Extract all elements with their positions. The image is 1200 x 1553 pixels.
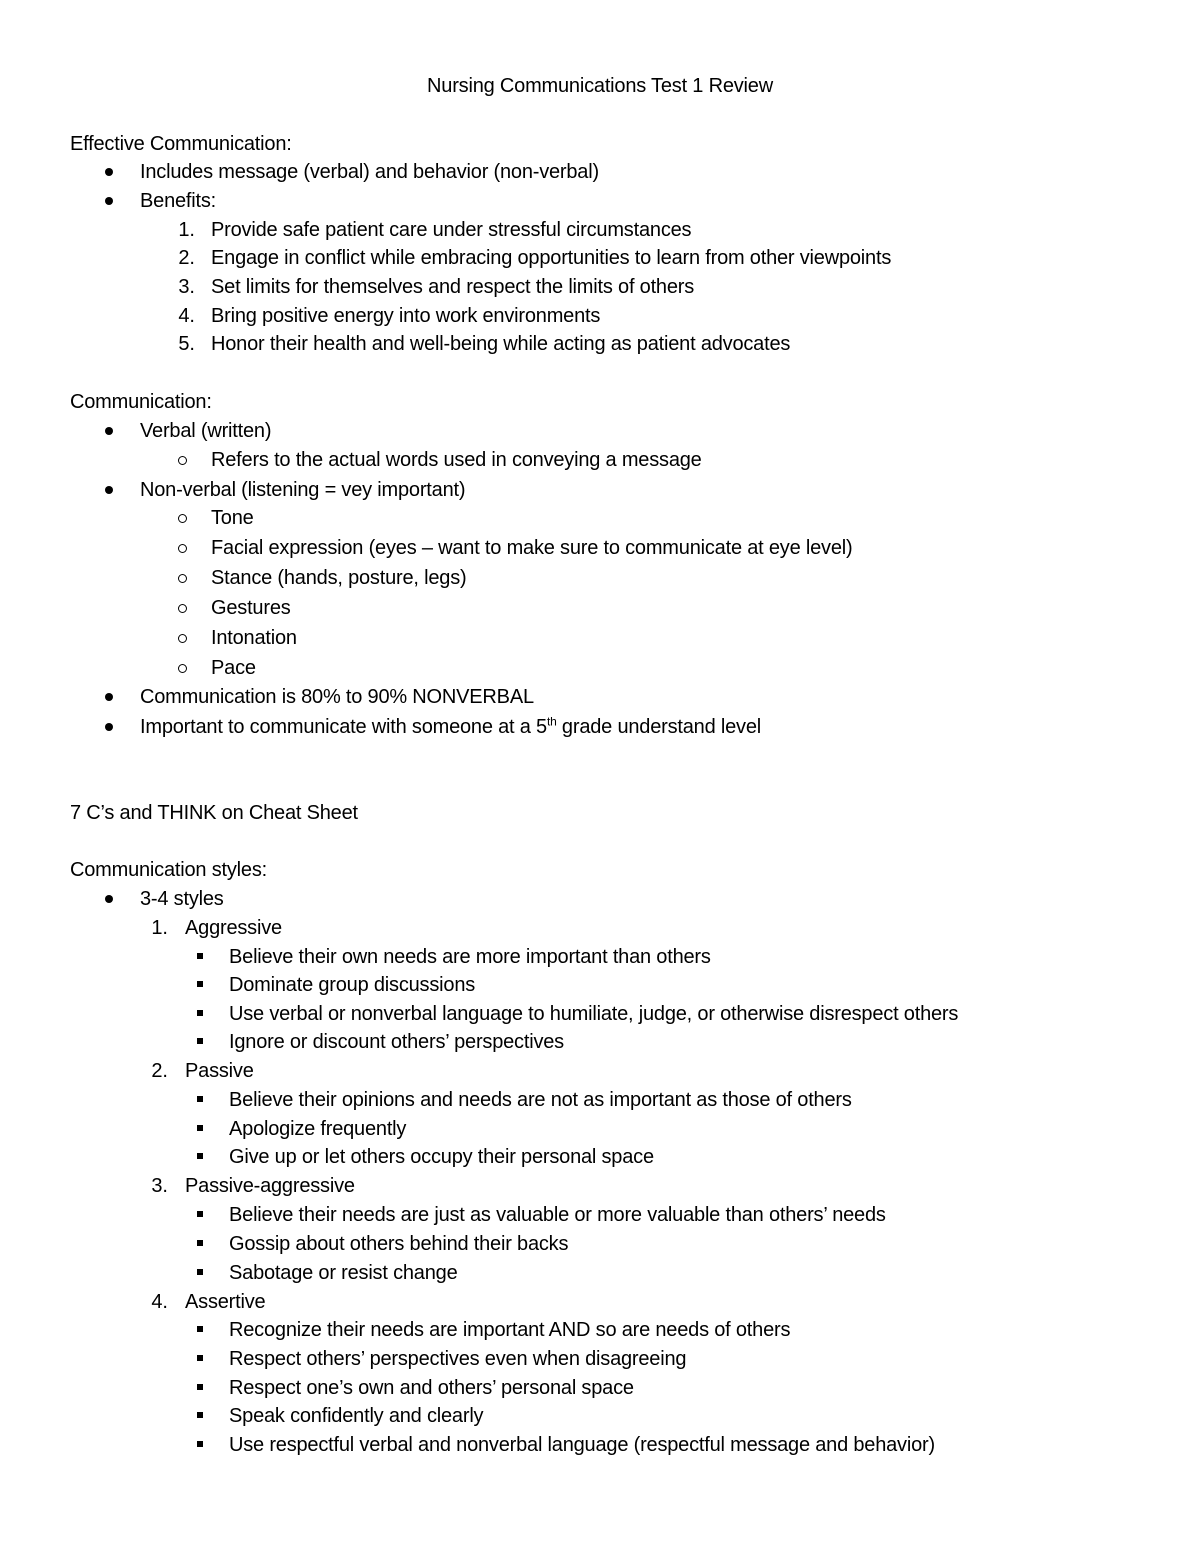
square-bullet-icon bbox=[197, 1125, 203, 1131]
list-number: 3. bbox=[178, 276, 195, 298]
style-trait: Use respectful verbal and nonverbal language (respectful message and behavior) bbox=[229, 1434, 935, 1456]
list-text: Honor their health and well-being while acting as patient advocates bbox=[211, 333, 791, 355]
cheat-sheet-note: 7 C’s and THINK on Cheat Sheet bbox=[70, 802, 358, 824]
sub-item-text: Tone bbox=[211, 507, 254, 529]
bullet-text: Includes message (verbal) and behavior (non-verbal) bbox=[140, 161, 599, 183]
square-bullet-icon bbox=[197, 1038, 203, 1044]
list-number: 1. bbox=[178, 219, 195, 241]
square-bullet-icon bbox=[197, 1010, 203, 1016]
square-bullet-icon bbox=[197, 953, 203, 959]
bullet-dot-icon bbox=[105, 693, 113, 701]
style-trait: Respect others’ perspectives even when disagreeing bbox=[229, 1348, 687, 1370]
style-trait: Recognize their needs are important AND so are needs of others bbox=[229, 1319, 791, 1341]
circle-bullet-icon bbox=[178, 634, 187, 643]
list-text: Provide safe patient care under stressful circumstances bbox=[211, 219, 692, 241]
grade-text-end: grade understand level bbox=[556, 716, 762, 738]
bullet-dot-icon bbox=[105, 197, 113, 205]
style-trait: Gossip about others behind their backs bbox=[229, 1233, 569, 1255]
page-title: Nursing Communications Test 1 Review bbox=[427, 75, 773, 97]
list-number: 5. bbox=[178, 333, 195, 355]
circle-bullet-icon bbox=[178, 574, 187, 583]
sub-item-text: Facial expression (eyes – want to make sure to communicate at eye level) bbox=[211, 537, 853, 559]
style-trait: Use verbal or nonverbal language to humiliate, judge, or otherwise disrespect others bbox=[229, 1003, 959, 1025]
square-bullet-icon bbox=[197, 1153, 203, 1159]
sub-item-text: Pace bbox=[211, 657, 256, 679]
bullet-text: Verbal (written) bbox=[140, 420, 272, 442]
square-bullet-icon bbox=[197, 1269, 203, 1275]
bullet-dot-icon bbox=[105, 427, 113, 435]
style-trait: Dominate group discussions bbox=[229, 974, 476, 996]
square-bullet-icon bbox=[197, 1096, 203, 1102]
style-trait: Respect one’s own and others’ personal space bbox=[229, 1377, 634, 1399]
square-bullet-icon bbox=[197, 1240, 203, 1246]
grade-text-start: Important to communicate with someone at a 5 bbox=[140, 716, 547, 738]
list-number: 4. bbox=[178, 305, 195, 327]
square-bullet-icon bbox=[197, 1326, 203, 1332]
square-bullet-icon bbox=[197, 1355, 203, 1361]
section-heading-communication: Communication: bbox=[70, 391, 212, 413]
style-trait: Ignore or discount others’ perspectives bbox=[229, 1031, 564, 1053]
style-trait: Speak confidently and clearly bbox=[229, 1405, 484, 1427]
circle-bullet-icon bbox=[178, 456, 187, 465]
section-heading-communication-styles: Communication styles: bbox=[70, 859, 267, 881]
style-number: 3. bbox=[151, 1175, 168, 1197]
square-bullet-icon bbox=[197, 1441, 203, 1447]
bullet-dot-icon bbox=[105, 895, 113, 903]
style-trait: Apologize frequently bbox=[229, 1118, 407, 1140]
bullet-dot-icon bbox=[105, 486, 113, 494]
style-trait: Sabotage or resist change bbox=[229, 1262, 458, 1284]
bullet-dot-icon bbox=[105, 723, 113, 731]
style-number: 2. bbox=[151, 1060, 168, 1082]
bullet-dot-icon bbox=[105, 168, 113, 176]
circle-bullet-icon bbox=[178, 664, 187, 673]
style-name: Assertive bbox=[185, 1291, 266, 1313]
style-name: Passive-aggressive bbox=[185, 1175, 355, 1197]
style-name: Passive bbox=[185, 1060, 254, 1082]
square-bullet-icon bbox=[197, 1211, 203, 1217]
style-trait: Believe their own needs are more important than others bbox=[229, 946, 711, 968]
style-trait: Believe their opinions and needs are not as important as those of others bbox=[229, 1089, 852, 1111]
bullet-text bbox=[140, 715, 761, 739]
square-bullet-icon bbox=[197, 1384, 203, 1390]
list-text: Set limits for themselves and respect the limits of others bbox=[211, 276, 695, 298]
style-number: 4. bbox=[151, 1291, 168, 1313]
bullet-text: 3-4 styles bbox=[140, 888, 224, 910]
list-number: 2. bbox=[178, 247, 195, 269]
list-text: Engage in conflict while embracing opportunities to learn from other viewpoints bbox=[211, 247, 892, 269]
circle-bullet-icon bbox=[178, 604, 187, 613]
style-name: Aggressive bbox=[185, 917, 282, 939]
bullet-text: Benefits: bbox=[140, 190, 217, 212]
sub-item-text: Refers to the actual words used in conveying a message bbox=[211, 449, 702, 471]
bullet-text: Non-verbal (listening = vey important) bbox=[140, 479, 466, 501]
square-bullet-icon bbox=[197, 981, 203, 987]
square-bullet-icon bbox=[197, 1412, 203, 1418]
circle-bullet-icon bbox=[178, 514, 187, 523]
style-trait: Give up or let others occupy their personal space bbox=[229, 1146, 654, 1168]
bullet-text: Communication is 80% to 90% NONVERBAL bbox=[140, 686, 534, 708]
sub-item-text: Intonation bbox=[211, 627, 297, 649]
grade-superscript: th bbox=[546, 714, 557, 729]
sub-item-text: Gestures bbox=[211, 597, 291, 619]
circle-bullet-icon bbox=[178, 544, 187, 553]
style-number: 1. bbox=[151, 917, 168, 939]
sub-item-text: Stance (hands, posture, legs) bbox=[211, 567, 467, 589]
section-heading-effective-communication: Effective Communication: bbox=[70, 133, 292, 155]
list-text: Bring positive energy into work environments bbox=[211, 305, 601, 327]
style-trait: Believe their needs are just as valuable or more valuable than others’ needs bbox=[229, 1204, 886, 1226]
